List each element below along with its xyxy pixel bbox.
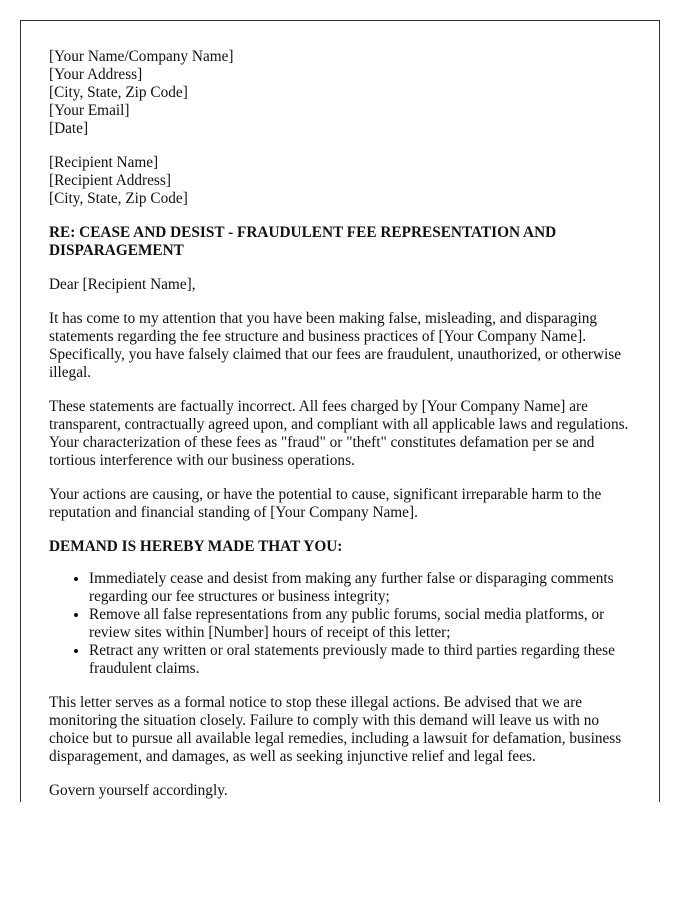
salutation: Dear [Recipient Name], [49,276,196,293]
sender-address-block [49,48,634,138]
sender-city-state-zip: [City, State, Zip Code] [49,84,188,101]
recipient-address: [Recipient Address] [49,172,171,189]
sender-address: [Your Address] [49,66,143,83]
letter-content [49,48,634,802]
recipient-city-state-zip: [City, State, Zip Code] [49,190,188,207]
letter-page [20,20,660,802]
letter-date: [Date] [49,120,89,137]
demand-item: • Remove all false representations from any public forums, social media platforms, or review sites within [Number] hours of receipt of this letter; [89,606,634,642]
recipient-address-block [49,154,634,208]
demand-item: • Retract any written or oral statements previously made to third parties regarding these fraudulent claims. [89,642,634,678]
paragraph-allegation: It has come to my attention that you have been making false, misleading, and disparaging statements regarding the fee structure and business practices of [Your Company Name]. Specifically, you have falsely claimed that our fees are fraudulent, unauthorized, or otherwise illegal. [49,310,621,381]
sender-name: [Your Name/Company Name] [49,48,234,65]
demand-heading: DEMAND IS HEREBY MADE THAT YOU: [49,538,343,555]
paragraph-factual-rebuttal: These statements are factually incorrect. All fees charged by [Your Company Name] are transparent, contractually agreed upon, and compliant with all applicable laws and regulations. Your characterization of these fees as "fraud" or "theft" constitutes defamation per se and tortious interference with our business operations. [49,398,629,469]
subject-line: RE: CEASE AND DESIST - FRAUDULENT FEE REPRESENTATION AND DISPARAGEMENT [49,224,557,259]
demand-item: • Immediately cease and desist from making any further false or disparaging comments regarding our fee structures or business integrity; [89,570,634,606]
recipient-name: [Recipient Name] [49,154,159,171]
paragraph-harm: Your actions are causing, or have the potential to cause, significant irreparable harm to the reputation and financial standing of [Your Company Name]. [49,486,602,521]
sender-email: [Your Email] [49,102,130,119]
demand-list [49,570,634,678]
closing-paragraph: This letter serves as a formal notice to stop these illegal actions. Be advised that we are monitoring the situation closely. Failure to comply with this demand will leave us with no choice but to pursue all available legal remedies, including a lawsuit for defamation, business disparagement, and damages, as well as seeking injunctive relief and legal fees. [49,694,622,765]
sign-off: Govern yourself accordingly. [49,782,228,799]
